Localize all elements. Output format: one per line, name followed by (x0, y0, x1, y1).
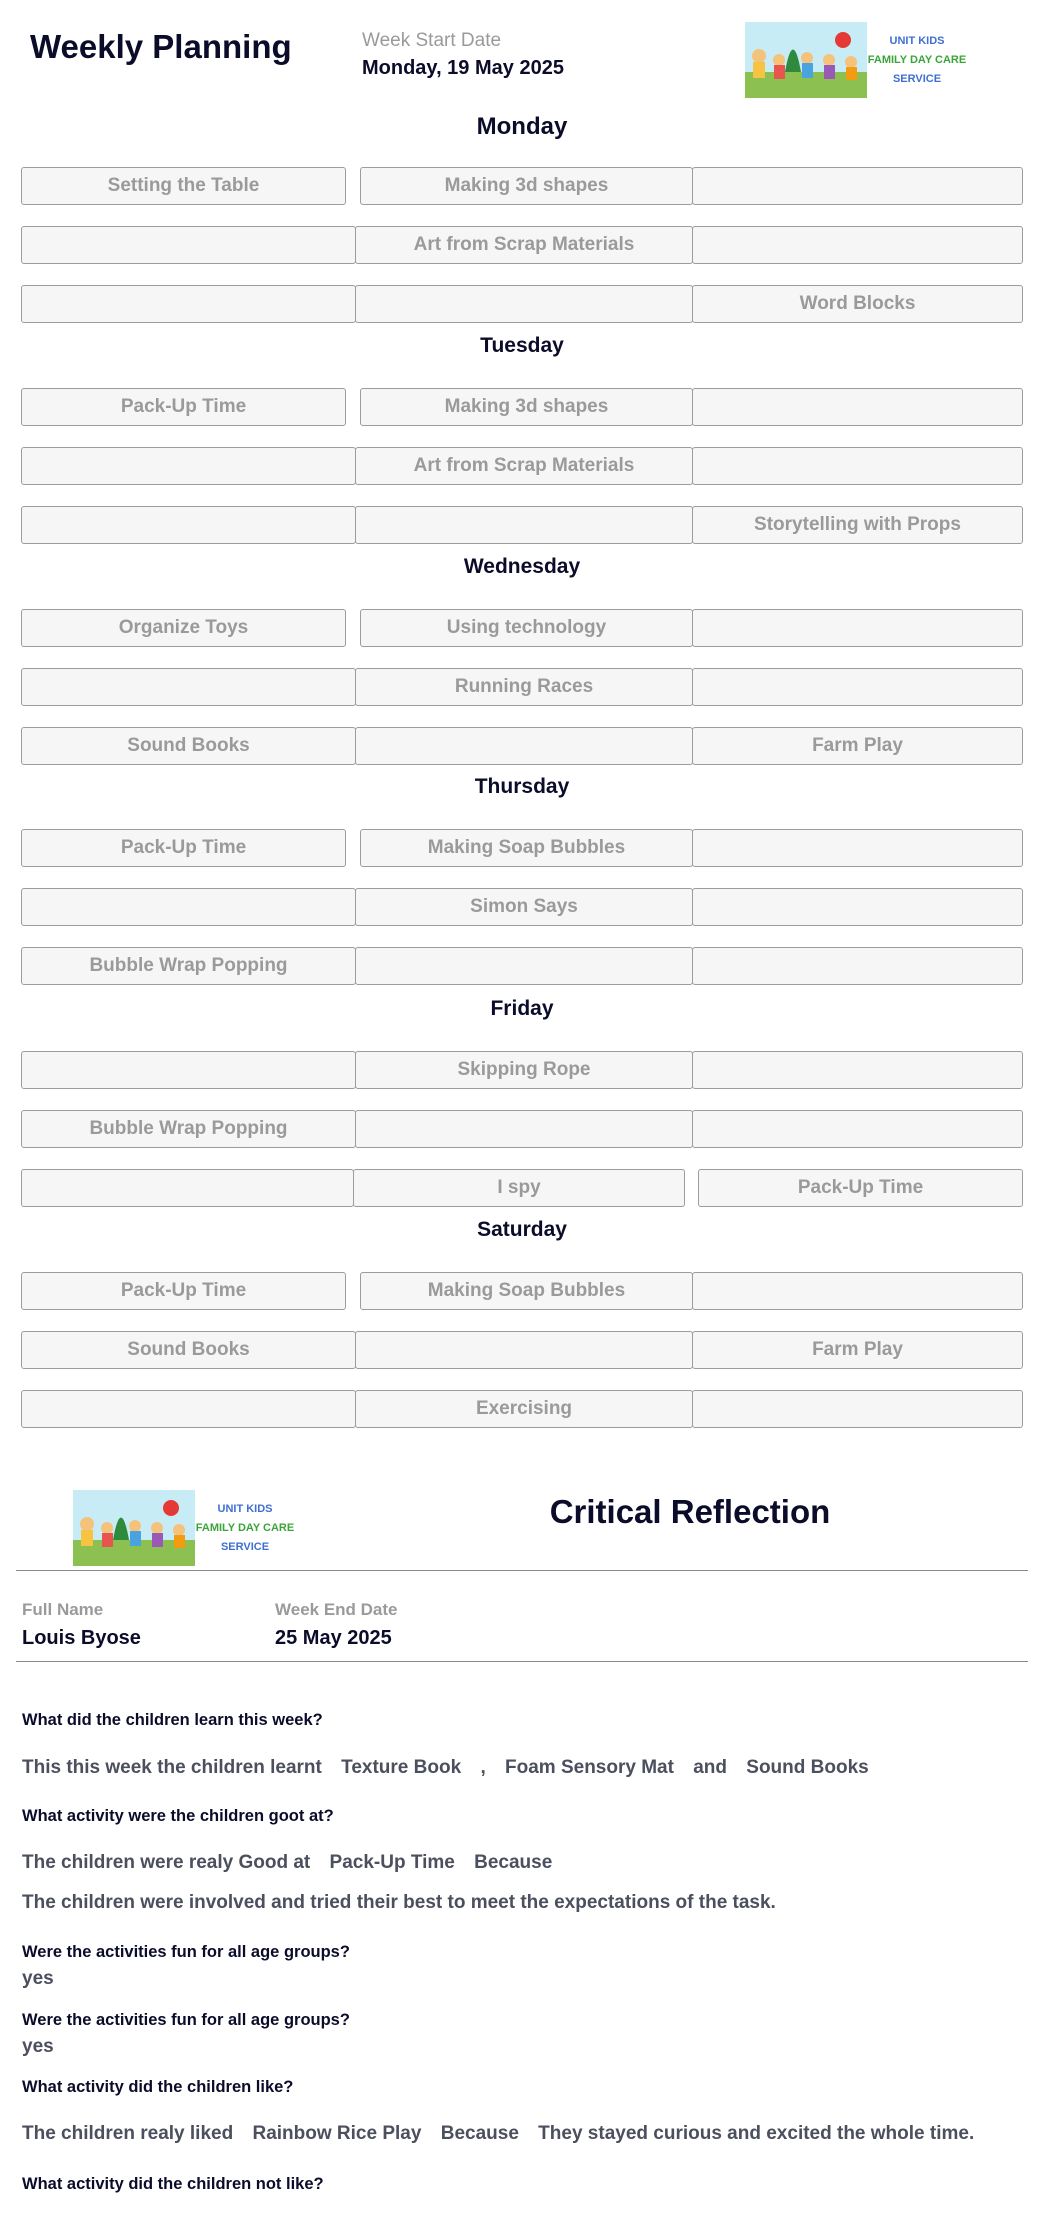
question-good-at: What activity were the children goot at? (22, 1807, 334, 1825)
answer-text: , (480, 1757, 486, 1778)
answer-learned (22, 1757, 883, 1779)
week-end-label: Week End Date (275, 1600, 398, 1619)
activity-slot (692, 1110, 1023, 1148)
activity-slot: Bubble Wrap Popping (21, 1110, 356, 1148)
activity-slot (692, 1272, 1023, 1310)
activity-slot: Running Races (355, 668, 693, 706)
day-heading-thursday: Thursday (474, 775, 570, 798)
activity-slot (21, 506, 356, 544)
activity-slot: Setting the Table (21, 167, 346, 205)
question-fun-age-groups-2: Were the activities fun for all age groups? (22, 2011, 350, 2029)
activity-slot (355, 727, 693, 765)
activity-slot: Skipping Rope (355, 1051, 693, 1089)
activity-slot: Making 3d shapes (360, 388, 693, 426)
activity-slot (21, 1390, 356, 1428)
week-start-label: Week Start Date (362, 30, 502, 51)
reflection-logo (73, 1490, 295, 1566)
answer-liked (22, 2123, 988, 2145)
answer-activity: Foam Sensory Mat (505, 1757, 674, 1778)
answer-activity: Sound Books (746, 1757, 869, 1778)
activity-slot (21, 888, 356, 926)
question-not-liked: What activity did the children not like? (22, 2175, 324, 2193)
activity-slot: Art from Scrap Materials (355, 226, 693, 264)
logo-picture (73, 1490, 195, 1566)
activity-slot: Farm Play (692, 1331, 1023, 1369)
day-heading-monday: Monday (476, 113, 568, 140)
logo-line3: SERVICE (220, 1541, 270, 1553)
answer-activity: Texture Book (341, 1757, 462, 1778)
answer-good-at-reason: The children were involved and tried their best to meet the expectations of the task. (22, 1892, 776, 1913)
day-heading-saturday: Saturday (477, 1218, 567, 1241)
full-name-label: Full Name (22, 1600, 104, 1619)
answer-text: and (693, 1757, 727, 1778)
activity-slot: Sound Books (21, 1331, 356, 1369)
activity-slot: I spy (353, 1169, 685, 1207)
logo-line1: UNIT KIDS (889, 35, 945, 47)
activity-slot: Making Soap Bubbles (360, 1272, 693, 1310)
week-end-value: 25 May 2025 (275, 1627, 392, 1649)
answer-text: They stayed curious and excited the whole time. (538, 2123, 975, 2144)
page-title: Weekly Planning (30, 28, 292, 65)
day-heading-tuesday: Tuesday (480, 334, 564, 357)
divider (16, 1661, 1028, 1662)
activity-slot (355, 947, 693, 985)
activity-slot (355, 285, 693, 323)
activity-slot (692, 668, 1023, 706)
answer-text: The children realy liked (22, 2123, 234, 2144)
activity-slot (21, 668, 356, 706)
activity-slot (692, 388, 1023, 426)
activity-slot (21, 285, 356, 323)
logo-line1: UNIT KIDS (217, 1503, 273, 1515)
logo-line2: FAMILY DAY CARE (195, 1522, 295, 1534)
activity-slot: Using technology (360, 609, 693, 647)
logo-line2: FAMILY DAY CARE (867, 54, 967, 66)
activity-slot: Organize Toys (21, 609, 346, 647)
activity-slot (355, 1331, 693, 1369)
activity-slot: Simon Says (355, 888, 693, 926)
day-heading-friday: Friday (490, 997, 554, 1020)
question-fun-age-groups: Were the activities fun for all age groups? (22, 1943, 350, 1961)
activity-slot (692, 447, 1023, 485)
question-learned: What did the children learn this week? (22, 1711, 323, 1729)
activity-slot: Storytelling with Props (692, 506, 1023, 544)
activity-slot: Exercising (355, 1390, 693, 1428)
answer-fun-age-groups-2: yes (22, 2036, 54, 2057)
activity-slot (355, 506, 693, 544)
answer-fun-age-groups: yes (22, 1968, 54, 1989)
activity-slot (21, 1051, 356, 1089)
activity-slot (355, 1110, 693, 1148)
activity-slot: Sound Books (21, 727, 356, 765)
activity-slot: Bubble Wrap Popping (21, 947, 356, 985)
answer-good-at (22, 1852, 566, 1874)
critical-reflection-title: Critical Reflection (549, 1493, 831, 1530)
activity-slot: Word Blocks (692, 285, 1023, 323)
activity-slot (21, 226, 356, 264)
divider (16, 1570, 1028, 1571)
activity-slot (692, 829, 1023, 867)
activity-slot: Pack-Up Time (21, 829, 346, 867)
activity-slot: Pack-Up Time (21, 1272, 346, 1310)
activity-slot: Making Soap Bubbles (360, 829, 693, 867)
activity-slot (692, 226, 1023, 264)
answer-text: Because (440, 2123, 519, 2144)
activity-slot (692, 947, 1023, 985)
week-start-value: Monday, 19 May 2025 (362, 57, 564, 79)
question-liked: What activity did the children like? (22, 2078, 294, 2096)
activity-slot: Making 3d shapes (360, 167, 693, 205)
logo-picture (745, 22, 867, 98)
answer-activity: Pack-Up Time (329, 1852, 455, 1873)
activity-slot: Farm Play (692, 727, 1023, 765)
activity-slot (21, 1169, 354, 1207)
activity-slot (692, 888, 1023, 926)
activity-slot (21, 447, 356, 485)
answer-text: This this week the children learnt (22, 1757, 322, 1778)
activity-slot (692, 167, 1023, 205)
activity-slot: Art from Scrap Materials (355, 447, 693, 485)
activity-slot: Pack-Up Time (21, 388, 346, 426)
answer-text: Because (474, 1852, 553, 1873)
answer-activity: Rainbow Rice Play (252, 2123, 422, 2144)
logo-line3: SERVICE (892, 73, 942, 85)
activity-slot (692, 609, 1023, 647)
activity-slot (692, 1051, 1023, 1089)
full-name-value: Louis Byose (22, 1627, 141, 1649)
answer-text: The children were realy Good at (22, 1852, 311, 1873)
logo (745, 22, 967, 98)
day-heading-wednesday: Wednesday (463, 555, 581, 578)
activity-slot (692, 1390, 1023, 1428)
activity-slot: Pack-Up Time (698, 1169, 1023, 1207)
